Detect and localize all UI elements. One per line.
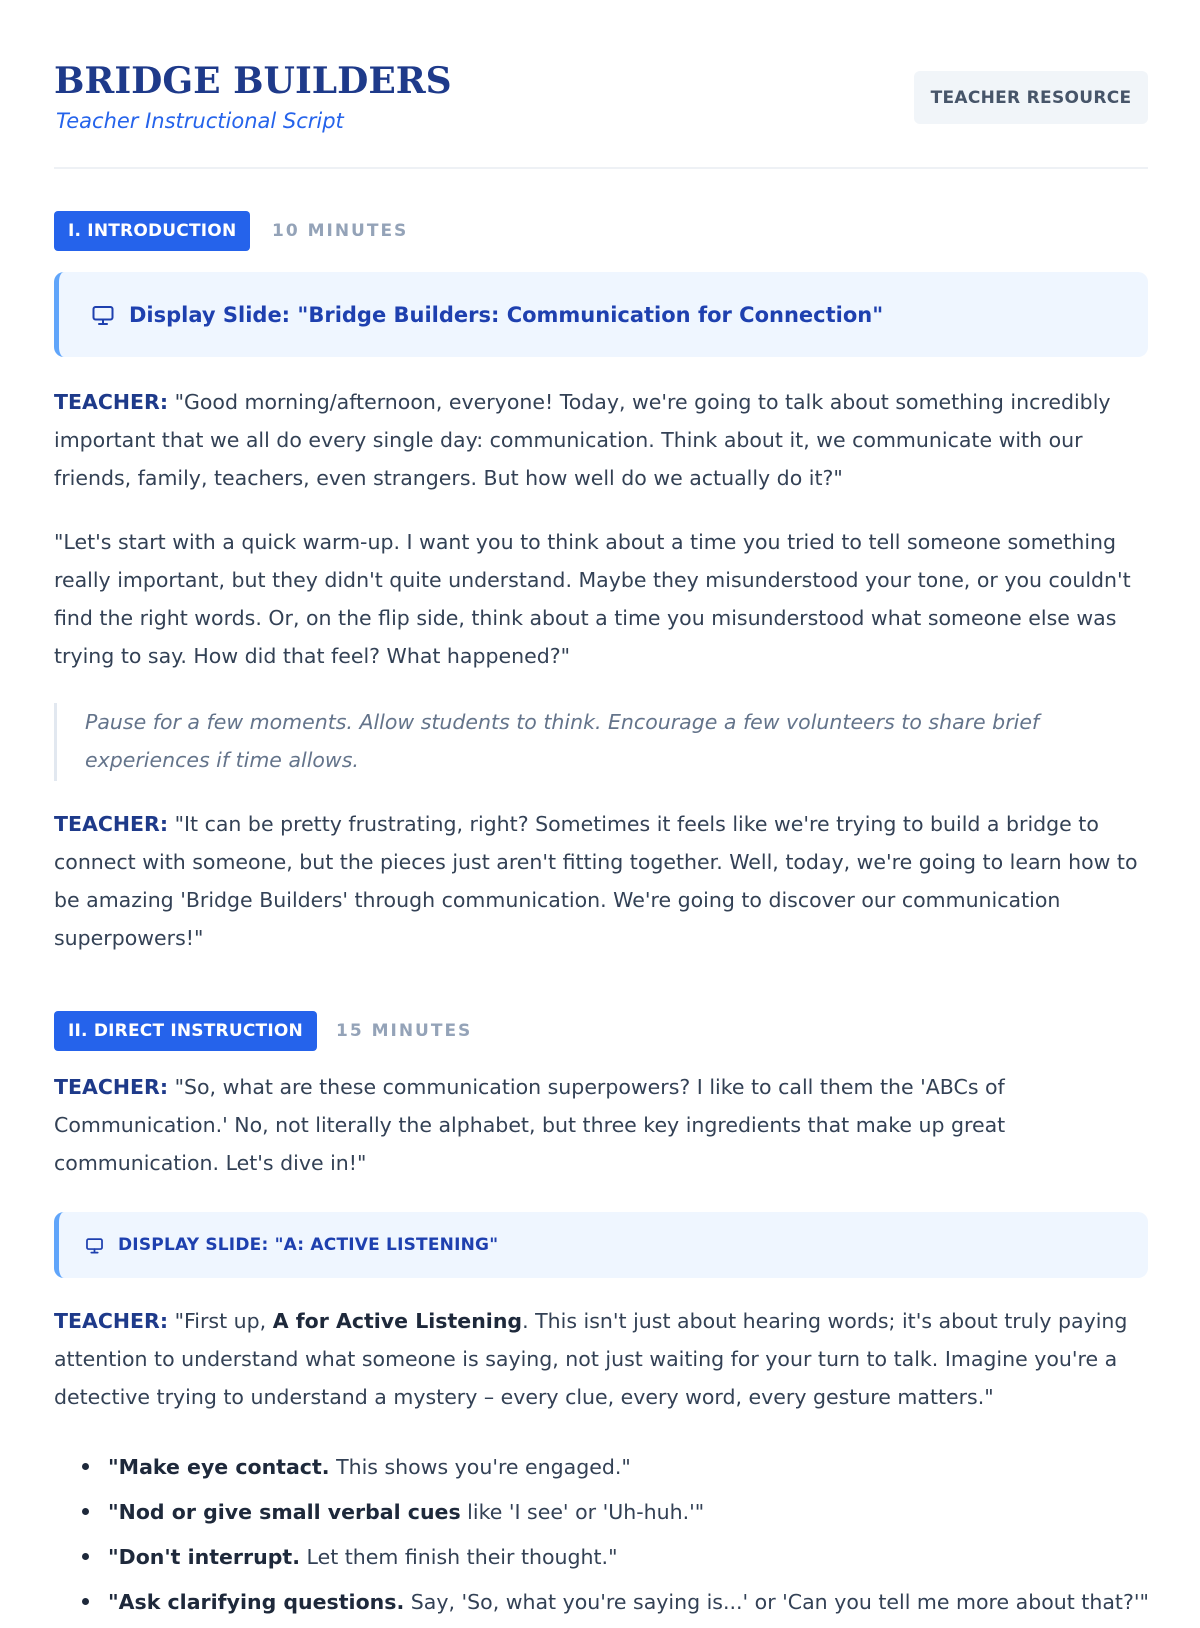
- list-item: [54, 1583, 1148, 1628]
- warm-up-paragraph: "Let's start with a quick warm-up. I want you to think about a time you tried to tell someone something really important, but they didn't quite understand. Maybe they misunderstood your tone, or you couldn't find the right words. Or, on the flip side, think about a time you misunderstood what someone else was trying to say. How did that feel? What happened?": [54, 530, 1131, 668]
- list-item-text: Let them finish their thought.": [300, 1545, 618, 1569]
- teacher-resource-badge: TEACHER RESOURCE: [914, 71, 1148, 124]
- monitor-icon: [85, 1236, 104, 1255]
- list-item-text: This shows you're engaged.": [329, 1455, 631, 1479]
- speaker-label: TEACHER:: [54, 812, 169, 836]
- section-direct-instruction-duration: 15 MINUTES: [336, 1021, 473, 1041]
- teacher-paragraph: [54, 1068, 1148, 1182]
- display-slide-text: Display Slide: "Bridge Builders: Communication for Connection": [129, 302, 884, 327]
- display-slide-callout: [54, 272, 1148, 357]
- teacher-paragraph: [54, 805, 1148, 957]
- section-introduction-badge: I. INTRODUCTION: [54, 211, 250, 251]
- section-direct-instruction-badge: II. DIRECT INSTRUCTION: [54, 1011, 317, 1051]
- paragraph-text: . This isn't just about hearing words; it's about truly paying attention to understand what someone is saying, not just waiting for your turn to talk. Imagine you're a detective trying to understand a mystery – every clue, every word, every gesture matters.": [54, 1309, 1128, 1409]
- paragraph-text: "It can be pretty frustrating, right? Sometimes it feels like we're trying to build a bridge to connect with someone, but the pieces just aren't fitting together. Well, today, we're going to learn how to be amazing 'Bridge Builders' through communication. We're going to discover our communication superpowers!": [54, 812, 1138, 950]
- paragraph-text: "So, what are these communication superpowers? I like to call them the 'ABCs of Communication.' No, not literally the alphabet, but three key ingredients that make up great communication. Let's dive in!": [54, 1075, 1006, 1175]
- speaker-label: TEACHER:: [54, 1075, 169, 1099]
- paragraph-text: "Good morning/afternoon, everyone! Today, we're going to talk about something incredibly important that we all do every single day: communication. Think about it, we communicate with our friends, family, teachers, even strangers. But how well do we actually do it?": [54, 390, 1111, 490]
- list-item-lead: "Make eye contact.: [108, 1455, 330, 1479]
- list-item: [54, 1538, 1148, 1583]
- list-item: [54, 1493, 1148, 1538]
- bullet-icon: [82, 1553, 89, 1560]
- teacher-note-text: Pause for a few moments. Allow students to think. Encourage a few volunteers to share brief experiences if time allows.: [85, 710, 1040, 772]
- list-item-lead: "Don't interrupt.: [108, 1545, 300, 1569]
- display-slide-text: DISPLAY SLIDE: "A: ACTIVE LISTENING": [118, 1235, 499, 1255]
- list-item-lead: "Ask clarifying questions.: [108, 1590, 405, 1614]
- monitor-icon: [91, 303, 115, 327]
- bullet-icon: [82, 1508, 89, 1515]
- page-title: BRIDGE BUILDERS: [54, 60, 452, 102]
- bullet-icon: [82, 1598, 89, 1605]
- list-item-lead: "Nod or give small verbal cues: [108, 1500, 461, 1524]
- active-listening-term: A for Active Listening: [272, 1309, 523, 1333]
- section-introduction-duration: 10 MINUTES: [272, 221, 409, 241]
- page-subtitle: Teacher Instructional Script: [56, 109, 344, 133]
- display-slide-callout: [54, 1212, 1148, 1278]
- header-divider: [54, 167, 1148, 169]
- teacher-paragraph: [54, 1302, 1148, 1416]
- teacher-note: [54, 703, 1148, 781]
- speaker-label: TEACHER:: [54, 390, 169, 414]
- list-item-text: like 'I see' or 'Uh-huh.'": [460, 1500, 705, 1524]
- paragraph-text: "First up,: [168, 1309, 273, 1333]
- active-listening-list: [54, 1448, 1148, 1628]
- list-item-text: Say, 'So, what you're saying is...' or 'Can you tell me more about that?'": [404, 1590, 1149, 1614]
- speaker-label: TEACHER:: [54, 1309, 169, 1333]
- list-item: [54, 1448, 1148, 1493]
- bullet-icon: [82, 1463, 89, 1470]
- teacher-paragraph: [54, 383, 1148, 497]
